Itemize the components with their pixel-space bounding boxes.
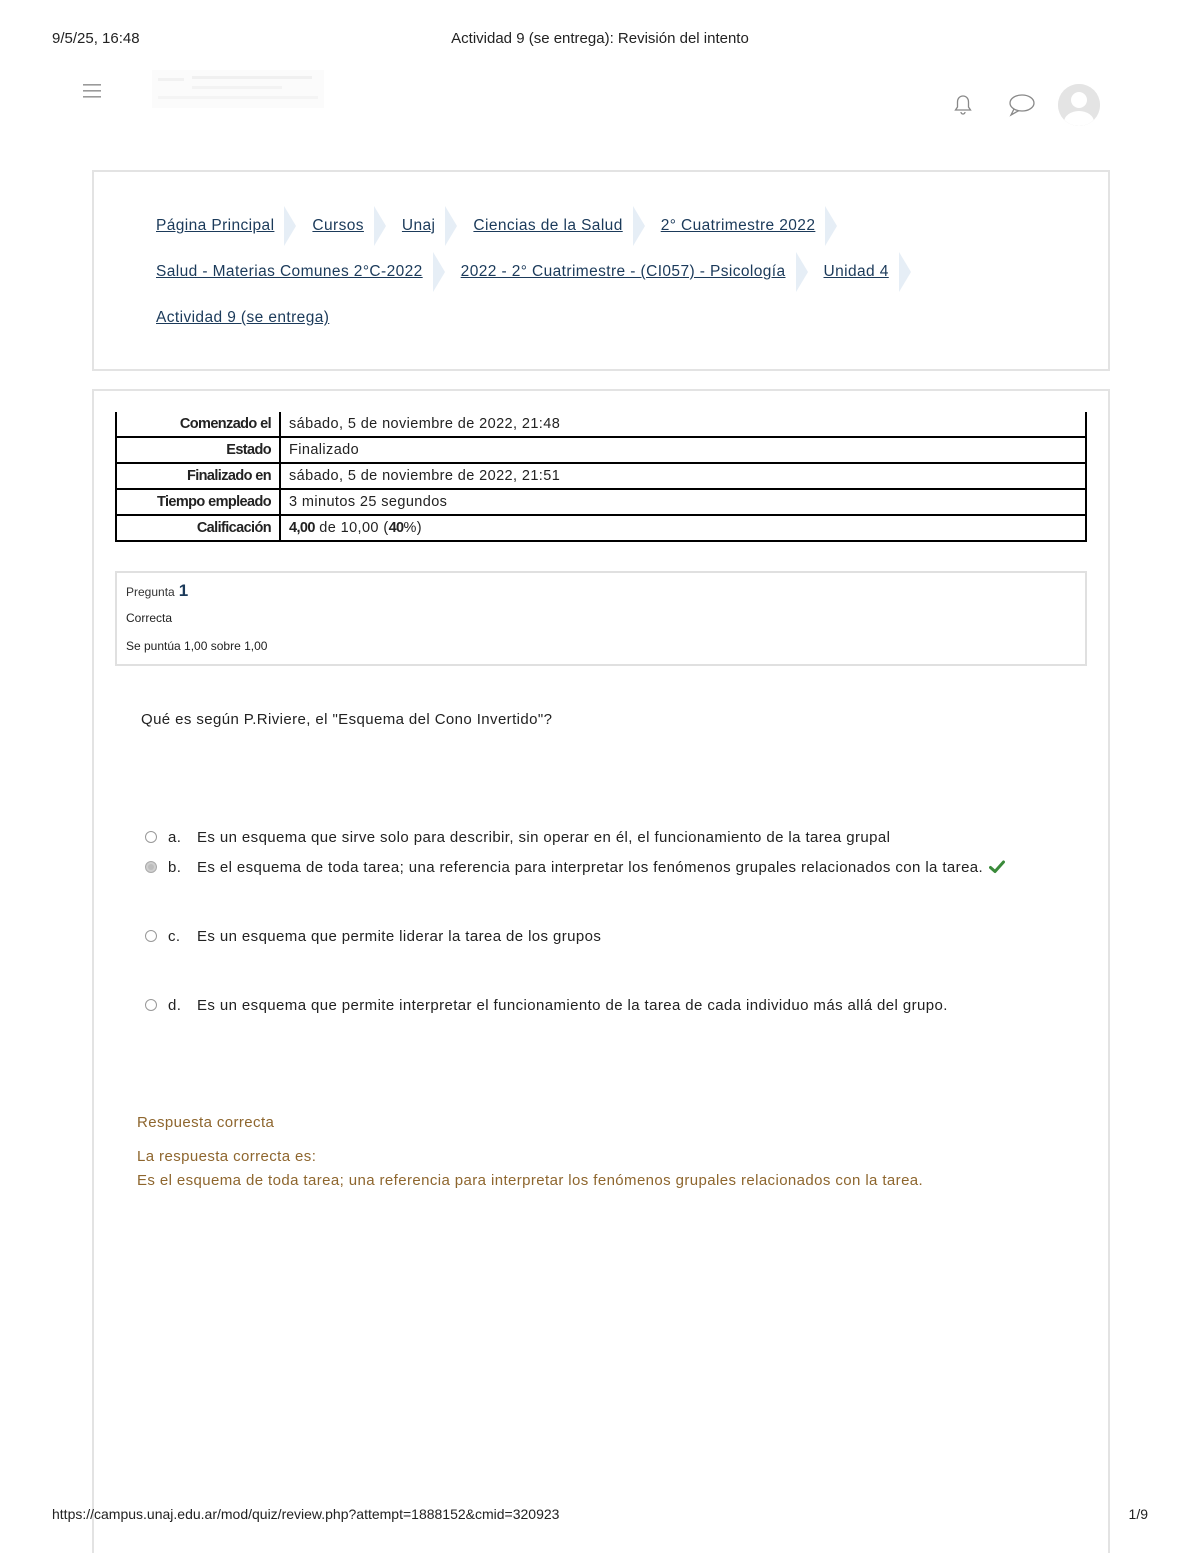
breadcrumb-row xyxy=(156,255,927,289)
site-logo[interactable] xyxy=(148,66,328,112)
print-page-number: 1/9 xyxy=(1128,1506,1148,1522)
feedback-title: Respuesta correcta xyxy=(137,1114,275,1131)
summary-label: Estado xyxy=(116,437,280,463)
question-number xyxy=(126,581,188,601)
grade-mid: de 10,00 ( xyxy=(314,520,389,536)
breadcrumb-link-home[interactable]: Página Principal xyxy=(156,217,275,234)
radio-button-selected[interactable] xyxy=(145,861,157,873)
bell-icon[interactable] xyxy=(951,93,975,117)
feedback-correct-answer: Es el esquema de toda tarea; una referencia para interpretar los fenómenos grupales relacionados con la tarea. xyxy=(137,1172,924,1189)
breadcrumb-link-cuatrimestre[interactable]: 2° Cuatrimestre 2022 xyxy=(660,217,816,234)
grade-percent: 40 xyxy=(388,520,404,536)
summary-row-grade xyxy=(116,515,1086,541)
breadcrumb-link-ciencias-salud[interactable]: Ciencias de la Salud xyxy=(473,217,623,234)
radio-button[interactable] xyxy=(145,999,157,1011)
radio-button[interactable] xyxy=(145,930,157,942)
summary-value: Finalizado xyxy=(280,437,1086,463)
summary-value: sábado, 5 de noviembre de 2022, 21:51 xyxy=(280,463,1086,489)
summary-row xyxy=(116,463,1086,489)
grade-score: 4,00 xyxy=(289,520,315,536)
breadcrumb-separator-icon xyxy=(433,252,447,292)
checkmark-icon xyxy=(989,860,1005,874)
breadcrumb-link-unidad[interactable]: Unidad 4 xyxy=(823,263,889,280)
question-info xyxy=(115,571,1087,666)
question-number-value: 1 xyxy=(178,581,189,600)
breadcrumb-link-course[interactable]: 2022 - 2° Cuatrimestre - (CI057) - Psicología xyxy=(460,263,786,280)
breadcrumb-link-materias-comunes[interactable]: Salud - Materias Comunes 2°C-2022 xyxy=(156,263,423,280)
answer-option-a[interactable] xyxy=(145,826,890,848)
answer-text: Es un esquema que permite interpretar el funcionamiento de la tarea de cada individuo más allá del grupo. xyxy=(197,996,948,1014)
feedback-label: La respuesta correcta es: xyxy=(137,1148,317,1165)
breadcrumb-link-cursos[interactable]: Cursos xyxy=(312,217,364,234)
question-text: Qué es según P.Riviere, el "Esquema del Cono Invertido"? xyxy=(141,711,553,728)
question-grade: Se puntúa 1,00 sobre 1,00 xyxy=(126,639,268,653)
chat-icon[interactable] xyxy=(1008,93,1032,117)
answer-text: Es el esquema de toda tarea; una referencia para interpretar los fenómenos grupales relacionados con la tarea. xyxy=(197,858,984,876)
answer-letter: d. xyxy=(168,996,182,1014)
summary-label: Tiempo empleado xyxy=(116,489,280,515)
print-date: 9/5/25, 16:48 xyxy=(52,30,140,47)
answer-text: Es un esquema que permite liderar la tarea de los grupos xyxy=(197,927,602,945)
breadcrumb-separator-icon xyxy=(633,206,647,246)
answer-option-d[interactable] xyxy=(145,994,948,1016)
hamburger-icon[interactable] xyxy=(83,82,103,102)
grade-end: %) xyxy=(403,520,423,536)
answer-letter: c. xyxy=(168,927,181,945)
summary-label: Finalizado en xyxy=(116,463,280,489)
answer-option-c[interactable] xyxy=(145,925,601,947)
breadcrumb-separator-icon xyxy=(899,252,913,292)
summary-value: sábado, 5 de noviembre de 2022, 21:48 xyxy=(280,412,1086,437)
summary-value: 3 minutos 25 segundos xyxy=(280,489,1086,515)
breadcrumb-separator-icon xyxy=(284,206,298,246)
breadcrumb-link-actividad[interactable]: Actividad 9 (se entrega) xyxy=(156,309,330,326)
summary-row xyxy=(116,412,1086,437)
radio-button[interactable] xyxy=(145,831,157,843)
summary-label: Calificación xyxy=(116,515,280,541)
avatar-icon[interactable] xyxy=(1058,84,1100,126)
summary-label: Comenzado el xyxy=(116,412,280,437)
breadcrumb-separator-icon xyxy=(374,206,388,246)
breadcrumb-separator-icon xyxy=(825,206,839,246)
breadcrumb-separator-icon xyxy=(445,206,459,246)
answer-letter: a. xyxy=(168,828,182,846)
question-state: Correcta xyxy=(126,611,173,625)
summary-row xyxy=(116,489,1086,515)
summary-row xyxy=(116,437,1086,463)
print-url: https://campus.unaj.edu.ar/mod/quiz/review.php?attempt=1888152&cmid=320923 xyxy=(52,1506,560,1522)
breadcrumb xyxy=(92,170,1110,371)
answer-text: Es un esquema que sirve solo para describir, sin operar en él, el funcionamiento de la tarea grupal xyxy=(197,828,891,846)
breadcrumb-separator-icon xyxy=(796,252,810,292)
question-label: Pregunta xyxy=(126,585,175,599)
breadcrumb-link-unaj[interactable]: Unaj xyxy=(401,217,436,234)
quiz-review-region xyxy=(92,389,1110,1553)
breadcrumb-row xyxy=(156,301,329,335)
summary-grade-value xyxy=(280,515,1086,541)
answer-option-b[interactable] xyxy=(145,856,1005,878)
breadcrumb-row xyxy=(156,209,853,243)
attempt-summary-table xyxy=(115,412,1087,542)
answer-letter: b. xyxy=(168,858,182,876)
top-navbar xyxy=(0,60,1200,150)
print-title: Actividad 9 (se entrega): Revisión del intento xyxy=(451,30,749,47)
